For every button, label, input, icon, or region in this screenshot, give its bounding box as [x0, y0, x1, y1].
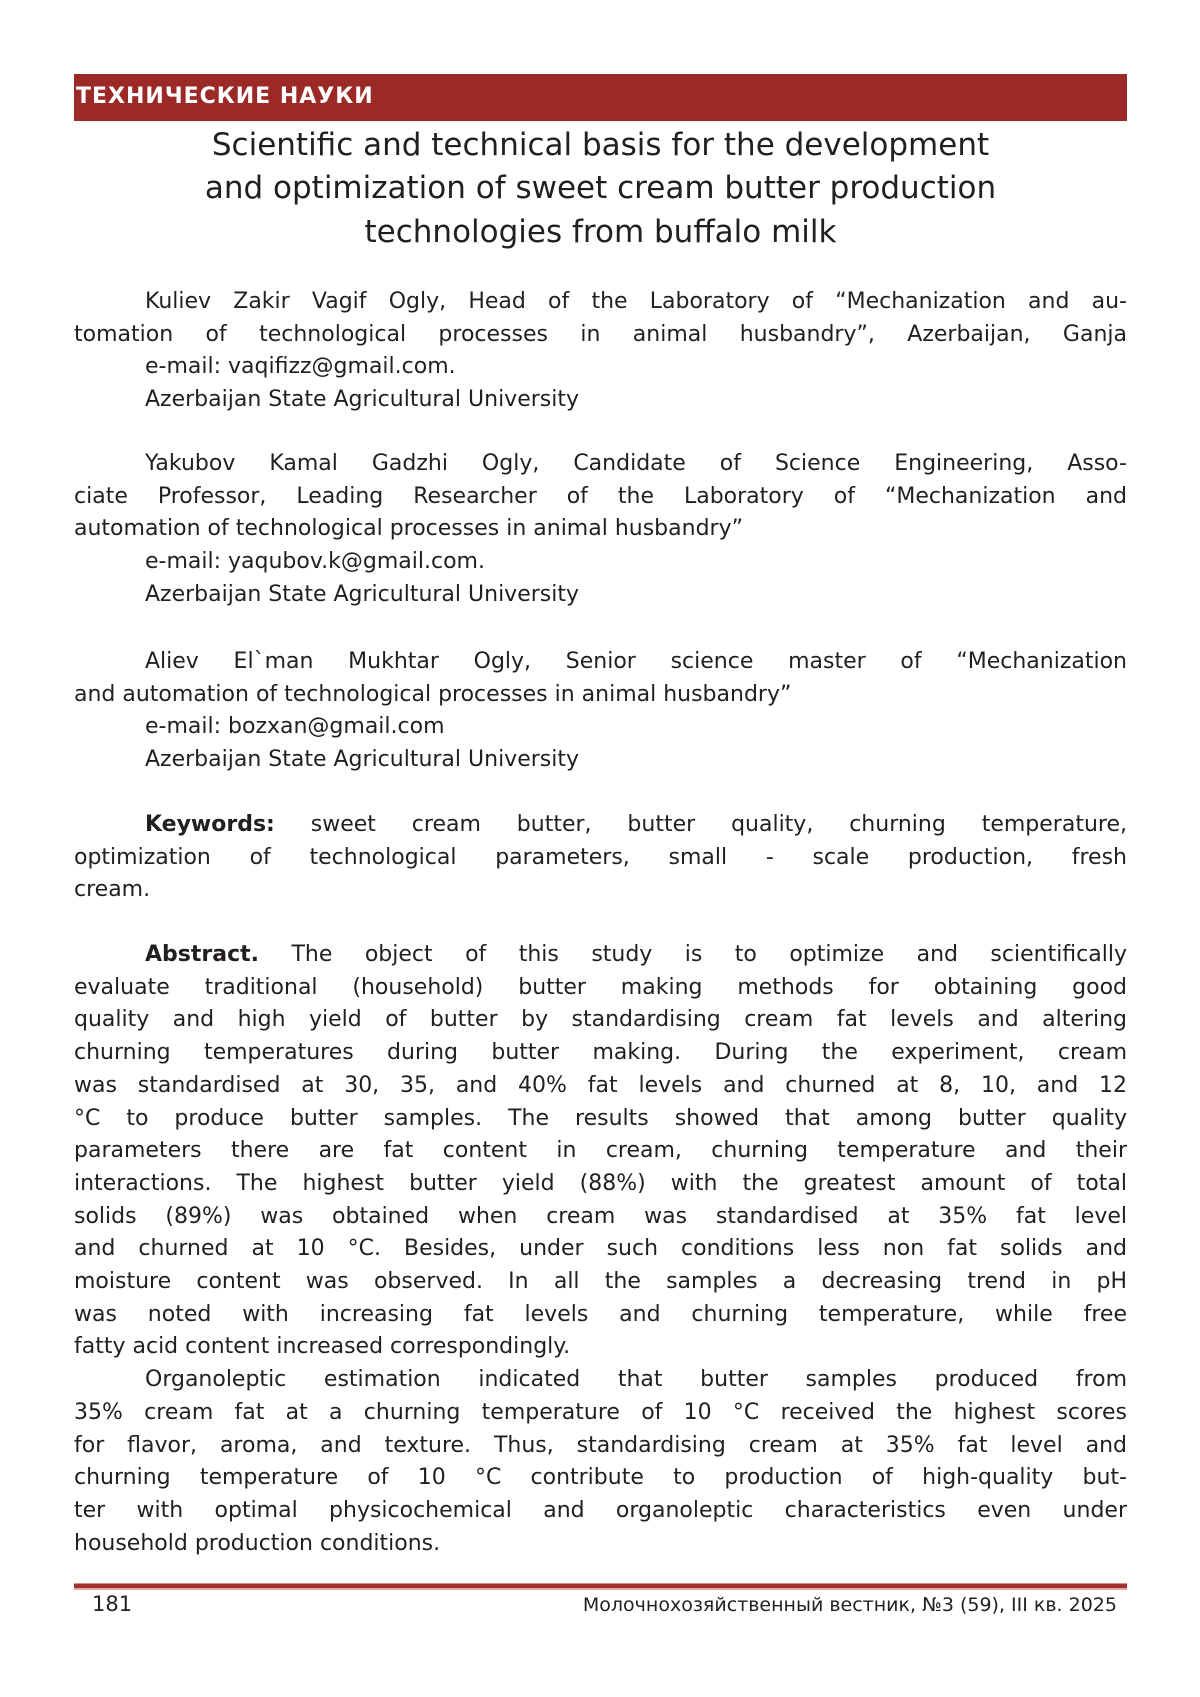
section-header-banner [74, 74, 1127, 121]
keywords [74, 809, 1127, 907]
author-line: ciate Professor, Leading Researcher of the Laboratory of “Mechanization and [74, 481, 1127, 514]
author-affiliation: Azerbaijan State Agricultural University [74, 744, 1127, 777]
keywords-line: cream. [74, 874, 1127, 907]
abstract-line: evaluate traditional (household) butter making methods for obtaining good [74, 972, 1127, 1005]
abstract-line: household production conditions. [74, 1528, 1127, 1561]
author-line: Kuliev Zakir Vagif Ogly, Head of the Laboratory of “Mechanization and au- [74, 286, 1127, 319]
abstract-line: ter with optimal physicochemical and organoleptic characteristics even under [74, 1495, 1127, 1528]
author-affiliation: Azerbaijan State Agricultural University [74, 384, 1127, 417]
abstract-line: °C to produce butter samples. The results showed that among butter quality [74, 1103, 1127, 1136]
abstract-line: churning temperature of 10 °C contribute to production of high-quality but- [74, 1462, 1127, 1495]
author-line: Aliev El`man Mukhtar Ogly, Senior science master of “Mechanization [74, 646, 1127, 679]
abstract-line: fatty acid content increased correspondingly. [74, 1331, 1127, 1364]
abstract-line: solids (89%) was obtained when cream was standardised at 35% fat level [74, 1201, 1127, 1234]
article-title [74, 124, 1127, 254]
title-line: technologies from buffalo milk [74, 211, 1127, 254]
abstract [74, 939, 1127, 1560]
author-email: e-mail: yaqubov.k@gmail.com. [74, 546, 1127, 579]
keywords-text: sweet cream butter, butter quality, churning temperature, [275, 812, 1127, 837]
keywords-label: Keywords: [145, 812, 275, 837]
abstract-line: parameters there are fat content in cream, churning temperature and their [74, 1135, 1127, 1168]
author-line: Yakubov Kamal Gadzhi Ogly, Candidate of Science Engineering, Asso- [74, 448, 1127, 481]
author-email: e-mail: bozxan@gmail.com [74, 711, 1127, 744]
title-line: and optimization of sweet cream butter production [74, 167, 1127, 210]
abstract-line: was standardised at 30, 35, and 40% fat levels and churned at 8, 10, and 12 [74, 1070, 1127, 1103]
abstract-line: Organoleptic estimation indicated that butter samples produced from [74, 1364, 1127, 1397]
author-line: and automation of technological processes in animal husbandry” [74, 679, 1127, 712]
keywords-line: optimization of technological parameters, small - scale production, fresh [74, 842, 1127, 875]
abstract-label: Abstract. [145, 942, 259, 967]
abstract-line: and churned at 10 °C. Besides, under such conditions less non fat solids and [74, 1233, 1127, 1266]
keywords-line [74, 809, 1127, 842]
author-line: automation of technological processes in animal husbandry” [74, 513, 1127, 546]
abstract-line: moisture content was observed. In all the samples a decreasing trend in pH [74, 1266, 1127, 1299]
journal-citation: Молочнохозяйственный вестник, №3 (59), III кв. 2025 [583, 1594, 1117, 1616]
author-affiliation: Azerbaijan State Agricultural University [74, 579, 1127, 612]
page-number: 181 [92, 1592, 132, 1616]
abstract-line: churning temperatures during butter making. During the experiment, cream [74, 1037, 1127, 1070]
author-email: e-mail: vaqifizz@gmail.com. [74, 351, 1127, 384]
abstract-line: for flavor, aroma, and texture. Thus, standardising cream at 35% fat level and [74, 1430, 1127, 1463]
abstract-line: interactions. The highest butter yield (88%) with the greatest amount of total [74, 1168, 1127, 1201]
section-header: ТЕХНИЧЕСКИЕ НАУКИ [76, 84, 374, 109]
footer-rule [74, 1588, 1127, 1590]
author-block-1 [74, 286, 1127, 417]
author-block-2 [74, 448, 1127, 612]
abstract-line: was noted with increasing fat levels and churning temperature, while free [74, 1299, 1127, 1332]
abstract-text: The object of this study is to optimize and scientifically [259, 942, 1127, 967]
abstract-line: quality and high yield of butter by standardising cream fat levels and altering [74, 1004, 1127, 1037]
title-line: Scientific and technical basis for the development [74, 124, 1127, 167]
author-block-3 [74, 646, 1127, 777]
abstract-line [74, 939, 1127, 972]
abstract-line: 35% cream fat at a churning temperature of 10 °C received the highest scores [74, 1397, 1127, 1430]
author-line: tomation of technological processes in animal husbandry”, Azerbaijan, Ganja [74, 319, 1127, 352]
